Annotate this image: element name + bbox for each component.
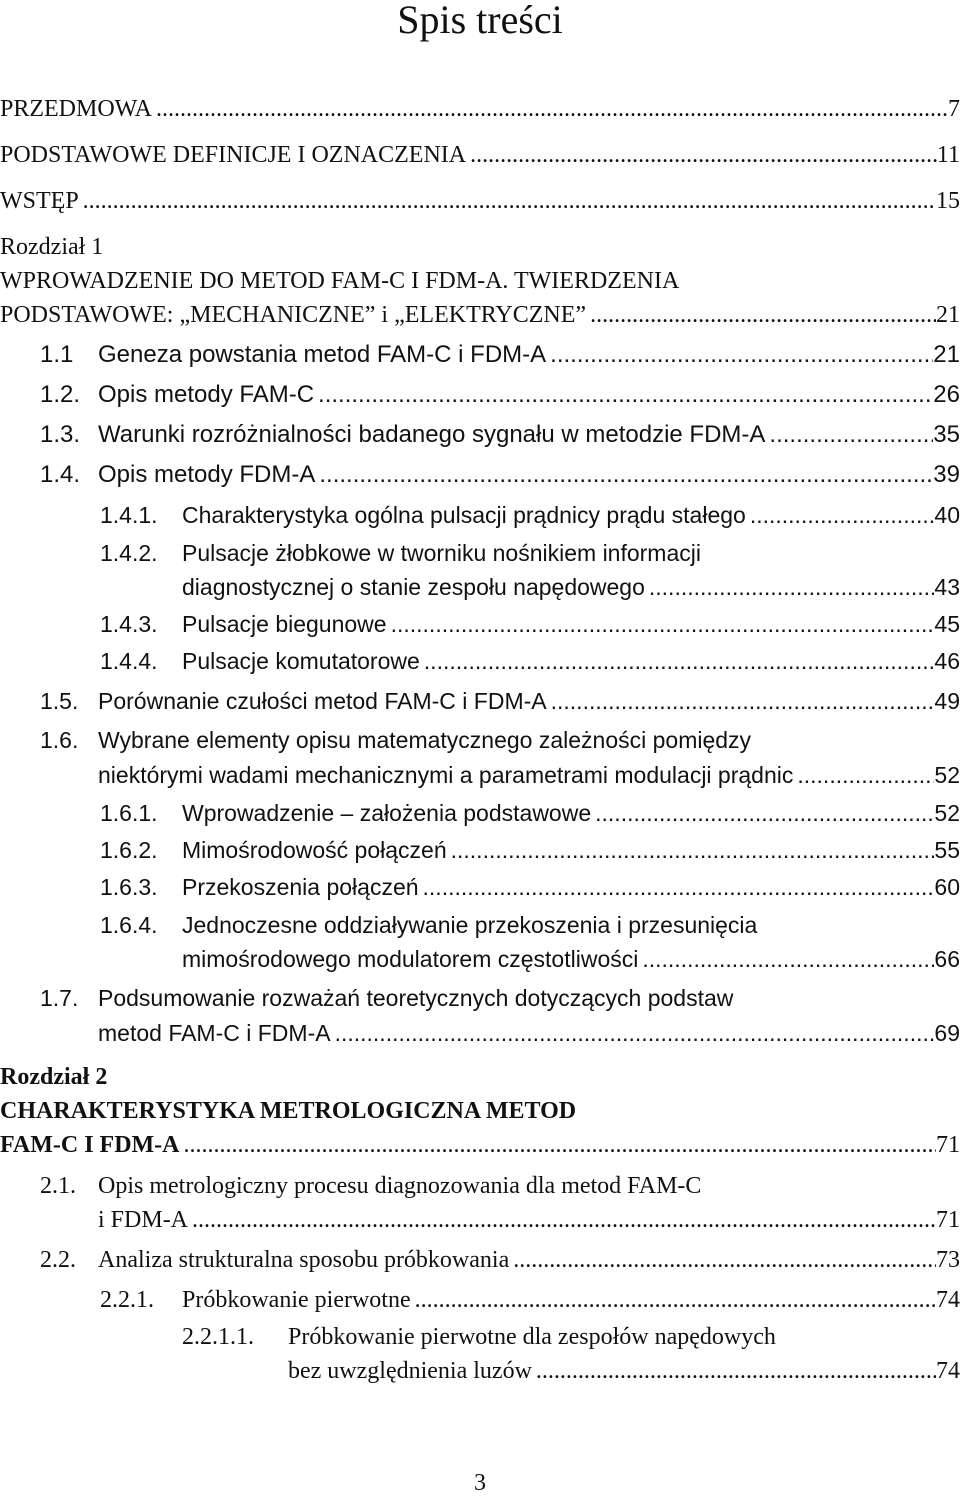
toc-section-number: 1.1 (40, 341, 74, 368)
toc-label: Opis metody FDM-A (98, 461, 316, 488)
toc-label: Opis metrologiczny procesu diagnozowania dla metod FAM-C (98, 1173, 702, 1199)
chapter-heading: Rozdział 1 (0, 234, 104, 260)
toc-entry-line (40, 1173, 701, 1200)
toc-leader-dots (184, 1132, 937, 1159)
toc-page-number: 71 (936, 1207, 960, 1233)
toc-leader-dots (536, 1358, 936, 1385)
toc-page-number: 52 (934, 800, 960, 826)
toc-entry[interactable] (98, 1207, 960, 1234)
toc-label: Opis metody FAM-C (98, 381, 315, 408)
toc-section-number: 1.6.4. (100, 912, 158, 938)
toc-label: Pulsacje biegunowe (182, 611, 387, 637)
toc-entry[interactable] (100, 800, 960, 827)
toc-entry[interactable] (40, 421, 960, 449)
toc-label: PODSTAWOWE DEFINICJE I OZNACZENIA (0, 142, 467, 168)
toc-entry-line (40, 985, 733, 1012)
toc-leader-dots (424, 648, 935, 675)
toc-label: Pulsacje komutatorowe (182, 648, 420, 674)
toc-label: bez uwzględnienia luzów (288, 1358, 532, 1384)
toc-section-number: 1.4.1. (100, 502, 158, 528)
toc-label: Wprowadzenie – założenia podstawowe (182, 800, 592, 826)
toc-page-number: 40 (934, 502, 960, 528)
toc-entry[interactable] (100, 648, 960, 675)
toc-entry[interactable] (0, 142, 960, 169)
toc-page-number: 7 (948, 96, 960, 122)
toc-leader-dots (470, 142, 937, 169)
toc-page-number: 26 (933, 381, 960, 408)
chapter-title-line: WPROWADZENIE DO METOD FAM-C I FDM-A. TWIERDZENIA (0, 268, 680, 294)
page-title: Spis treści (397, 0, 563, 42)
toc-leader-dots (642, 946, 934, 973)
toc-entry[interactable] (100, 837, 960, 864)
toc-label: Podsumowanie rozważań teoretycznych dotyczących podstaw (98, 985, 734, 1011)
toc-entry[interactable] (100, 1287, 960, 1314)
toc-label: Przekoszenia połączeń (182, 874, 419, 900)
toc-entry[interactable] (40, 1247, 960, 1274)
toc-page-number: 45 (934, 611, 960, 637)
toc-section-number: 1.7. (40, 985, 79, 1011)
toc-section-number: 2.2.1.1. (182, 1324, 254, 1350)
toc-entry[interactable] (100, 611, 960, 638)
toc-page-number: 55 (934, 837, 960, 863)
toc-label: metod FAM-C i FDM-A (98, 1020, 331, 1046)
toc-leader-dots (649, 574, 935, 601)
toc-label: diagnostycznej o stanie zespołu napędowego (182, 574, 645, 600)
toc-leader-dots (318, 381, 933, 409)
toc-leader-dots (797, 762, 934, 789)
toc-entry[interactable] (0, 302, 960, 329)
toc-leader-dots (750, 502, 935, 529)
toc-page-number: 15 (936, 188, 960, 214)
page-number: 3 (474, 1470, 486, 1496)
toc-leader-dots (83, 188, 936, 215)
toc-label: WSTĘP (0, 188, 79, 214)
toc-entry[interactable] (182, 946, 960, 973)
toc-entry-line (100, 912, 757, 939)
toc-entry-line (100, 540, 701, 567)
toc-leader-dots (156, 96, 948, 123)
toc-entry[interactable] (40, 461, 960, 489)
toc-label: mimośrodowego modulatorem częstotliwości (182, 946, 639, 972)
toc-leader-dots (335, 1020, 935, 1047)
toc-section-number: 1.4.2. (100, 540, 158, 566)
toc-label: Geneza powstania metod FAM-C i FDM-A (98, 341, 547, 368)
toc-section-number: 1.5. (40, 688, 79, 714)
toc-entry[interactable] (288, 1358, 960, 1385)
toc-leader-dots (769, 421, 933, 449)
toc-page-number: 71 (936, 1132, 960, 1158)
toc-leader-dots (551, 688, 935, 715)
toc-entry[interactable] (40, 341, 960, 369)
toc-page-number: 11 (936, 142, 960, 168)
toc-entry-line (182, 1324, 776, 1351)
chapter-title-line: CHARAKTERYSTYKA METROLOGICZNA METOD (0, 1098, 577, 1124)
toc-entry[interactable] (100, 874, 960, 901)
toc-label: Analiza strukturalna sposobu próbkowania (98, 1247, 510, 1273)
toc-page-number: 21 (936, 302, 960, 328)
toc-entry[interactable] (40, 688, 960, 715)
toc-leader-dots (415, 1287, 936, 1314)
toc-section-number: 1.2. (40, 381, 81, 408)
toc-entry[interactable] (100, 502, 960, 529)
toc-label: niektórymi wadami mechanicznymi a parametrami modulacji prądnic (98, 762, 794, 788)
toc-section-number: 1.6.3. (100, 874, 158, 900)
toc-page-number: 35 (933, 421, 960, 448)
toc-entry-line (40, 727, 751, 754)
toc-entry[interactable] (98, 762, 960, 789)
toc-leader-dots (550, 341, 933, 369)
toc-label: Próbkowanie pierwotne dla zespołów napędowych (288, 1324, 776, 1350)
toc-label: Jednoczesne oddziaływanie przekoszenia i przesunięcia (182, 912, 758, 938)
toc-section-number: 1.4.4. (100, 648, 158, 674)
toc-leader-dots (513, 1247, 936, 1274)
toc-label: Wybrane elementy opisu matematycznego zależności pomiędzy (98, 727, 752, 753)
toc-page-number: 39 (933, 461, 960, 488)
toc-leader-dots (590, 302, 936, 329)
toc-page-number: 21 (933, 341, 960, 368)
toc-label: Charakterystyka ogólna pulsacji prądnicy prądu stałego (182, 502, 746, 528)
toc-entry[interactable] (182, 574, 960, 601)
toc-entry[interactable] (40, 381, 960, 409)
toc-page-number: 46 (934, 648, 960, 674)
toc-section-number: 2.1. (40, 1173, 76, 1199)
toc-page-number: 74 (936, 1287, 960, 1313)
toc-label: Warunki rozróżnialności badanego sygnału w metodzie FDM-A (98, 421, 766, 448)
toc-section-number: 1.4. (40, 461, 81, 488)
toc-page-number: 73 (936, 1247, 960, 1273)
toc-leader-dots (595, 800, 934, 827)
toc-leader-dots (319, 461, 933, 489)
toc-entry[interactable] (98, 1020, 960, 1047)
toc-page-number: 52 (934, 762, 960, 788)
toc-label: Porównanie czułości metod FAM-C i FDM-A (98, 688, 547, 714)
toc-page-number: 60 (934, 874, 960, 900)
toc-section-number: 1.6.1. (100, 800, 158, 826)
toc-page-number: 66 (934, 946, 960, 972)
toc-leader-dots (423, 874, 935, 901)
toc-leader-dots (192, 1207, 936, 1234)
toc-section-number: 1.6.2. (100, 837, 158, 863)
toc-section-number: 1.4.3. (100, 611, 158, 637)
toc-entry[interactable] (0, 188, 960, 215)
toc-leader-dots (391, 611, 935, 638)
toc-page-number: 49 (934, 688, 960, 714)
toc-section-number: 1.6. (40, 727, 79, 753)
toc-page-number: 74 (936, 1358, 960, 1384)
toc-entry[interactable] (0, 96, 960, 123)
toc-page-number: 69 (934, 1020, 960, 1046)
toc-label: FAM-C I FDM-A (0, 1132, 180, 1158)
toc-label: Próbkowanie pierwotne (182, 1287, 411, 1313)
toc-section-number: 2.2. (40, 1247, 76, 1273)
toc-section-number: 1.3. (40, 421, 81, 448)
toc-label: i FDM-A (98, 1207, 189, 1233)
toc-entry[interactable] (0, 1132, 960, 1159)
toc-section-number: 2.2.1. (100, 1287, 154, 1313)
toc-label: PODSTAWOWE: „MECHANICZNE” i „ELEKTRYCZNE” (0, 302, 587, 328)
toc-leader-dots (451, 837, 935, 864)
toc-page-number: 43 (934, 574, 960, 600)
chapter-heading: Rozdział 2 (0, 1064, 108, 1090)
toc-label: Pulsacje żłobkowe w tworniku nośnikiem informacji (182, 540, 701, 566)
toc-label: Mimośrodowość połączeń (182, 837, 447, 863)
toc-label: PRZEDMOWA (0, 96, 153, 122)
